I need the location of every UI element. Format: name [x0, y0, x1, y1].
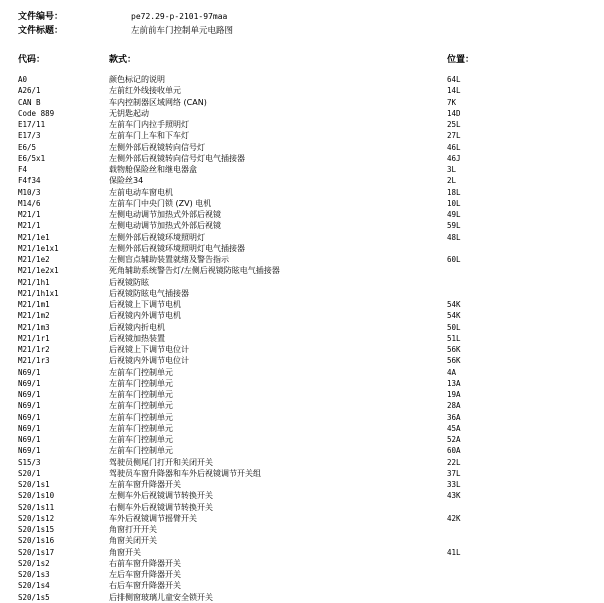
component-code: N69/1	[18, 435, 41, 444]
component-position: 46L	[447, 142, 461, 152]
component-position: 49L	[447, 210, 461, 219]
list-item	[18, 187, 598, 198]
component-position: 54K	[447, 300, 461, 309]
component-description: 后视镜加热装置	[109, 333, 165, 343]
component-code: M21/1h1x1	[18, 288, 59, 298]
component-description: 左侧电动调节加热式外部后视镜	[109, 221, 221, 231]
component-code: M21/1e2	[18, 255, 50, 264]
doc-title-label: 文件标题：	[18, 26, 64, 36]
list-item	[18, 164, 598, 175]
component-position: 10L	[447, 198, 461, 208]
list-item	[18, 333, 598, 344]
component-description: 右后车窗升降器开关	[109, 581, 181, 591]
list-item	[18, 580, 598, 591]
component-position: 42K	[447, 513, 461, 523]
list-item	[18, 299, 598, 310]
component-position: 28A	[447, 401, 461, 411]
component-code: M10/3	[18, 187, 41, 197]
component-code: N69/1	[18, 401, 41, 411]
component-position: 18L	[447, 187, 461, 197]
list-item	[18, 243, 598, 254]
component-code: Code 889	[18, 108, 55, 118]
component-code: A0	[18, 75, 28, 84]
component-code: N69/1	[18, 412, 41, 422]
component-position: 13A	[447, 378, 461, 388]
list-item	[18, 322, 598, 333]
component-position: 41L	[447, 547, 461, 557]
component-code: S20/1	[18, 468, 41, 478]
component-position: 64L	[447, 75, 461, 84]
component-description: 载物舱保险丝和继电器盒	[109, 165, 197, 174]
list-item	[18, 108, 598, 119]
list-item	[18, 254, 598, 265]
list-item	[18, 547, 598, 558]
component-description: 左前车门控制单元	[109, 367, 173, 377]
component-position: 25L	[447, 120, 461, 129]
list-item	[18, 265, 598, 276]
component-description: 左侧电动调节加热式外部后视镜	[109, 210, 221, 219]
component-position: 37L	[447, 468, 461, 478]
component-description: 后视镜内折电机	[109, 322, 165, 332]
list-item	[18, 220, 598, 231]
component-code: S20/1s15	[18, 525, 55, 534]
component-description: 驾驶员侧尾门打开和关闭开关	[109, 457, 213, 467]
component-code: M21/1e1x1	[18, 243, 59, 253]
doc-number-value: pe72.29-p-2101-97maa	[131, 12, 228, 21]
component-code: M21/1m2	[18, 311, 50, 321]
component-description: 左前车门上车和下车灯	[109, 131, 189, 141]
component-description: 角窗打开开关	[109, 525, 157, 534]
list-item	[18, 389, 598, 400]
component-code: E17/3	[18, 131, 41, 141]
component-position: 22L	[447, 457, 461, 467]
component-code: M21/1h1	[18, 277, 50, 287]
list-item	[18, 310, 598, 321]
component-description: 左后车窗升降器开关	[109, 570, 181, 579]
component-description: 右前车窗升降器开关	[109, 558, 181, 568]
component-description: 车外后视镜调节摇臂开关	[109, 513, 197, 523]
component-description: 左前电动车窗电机	[109, 187, 173, 197]
component-code: M14/6	[18, 198, 41, 208]
component-description: 左前车门控制单元	[109, 435, 173, 444]
list-item	[18, 344, 598, 355]
list-item	[18, 558, 598, 569]
list-item	[18, 85, 598, 96]
component-description: 左侧外部后视镜转向信号灯	[109, 142, 205, 152]
component-position: 36A	[447, 412, 461, 422]
component-code: N69/1	[18, 390, 41, 399]
list-item	[18, 175, 598, 186]
list-item	[18, 434, 598, 445]
component-code: M21/1r3	[18, 356, 50, 366]
component-code: M21/1r2	[18, 345, 50, 354]
component-description: 左侧车外后视镜调节转换开关	[109, 491, 213, 501]
component-code: N69/1	[18, 446, 41, 456]
component-position: 4A	[447, 367, 457, 377]
component-position: 51L	[447, 333, 461, 343]
component-position: 14D	[447, 108, 461, 118]
list-item	[18, 569, 598, 580]
component-description: 右侧车外后视镜调节转换开关	[109, 502, 213, 512]
component-description: 左前车门控制单元	[109, 401, 173, 411]
component-code: S20/1s11	[18, 502, 55, 512]
list-item	[18, 378, 598, 389]
component-description: 保险丝34	[109, 176, 144, 186]
component-position: 60A	[447, 446, 461, 456]
component-position: 59L	[447, 221, 461, 231]
column-header-position: 位置：	[447, 55, 475, 65]
list-item	[18, 502, 598, 513]
component-position: 52A	[447, 435, 461, 444]
component-position: 3L	[447, 165, 457, 174]
component-code: E6/5x1	[18, 153, 46, 163]
component-code: N69/1	[18, 367, 41, 377]
component-code: M21/1e1	[18, 232, 50, 242]
component-position: 33L	[447, 480, 461, 489]
component-code: F4f34	[18, 176, 41, 186]
component-code: M21/1	[18, 221, 41, 231]
component-position: 2L	[447, 176, 457, 186]
component-description: 左侧外部后视镜转向信号灯电气插接器	[109, 153, 245, 163]
list-item	[18, 355, 598, 366]
list-item	[18, 209, 598, 220]
list-item	[18, 535, 598, 546]
list-item	[18, 490, 598, 501]
component-code: F4	[18, 165, 28, 174]
component-description: 左前车门控制单元	[109, 446, 173, 456]
component-code: E6/5	[18, 142, 37, 152]
component-description: 左侧外部后视镜环境照明灯	[109, 232, 205, 242]
component-description: 角窗开关	[109, 547, 141, 557]
list-item	[18, 367, 598, 378]
list-item	[18, 479, 598, 490]
component-description: 左前车门控制单元	[109, 378, 173, 388]
list-item	[18, 277, 598, 288]
component-code: S20/1s4	[18, 581, 50, 591]
component-code: S20/1s16	[18, 536, 55, 546]
component-description: 左侧盲点辅助装置就绪及警告指示	[109, 255, 229, 264]
component-code: M21/1r1	[18, 333, 50, 343]
doc-number-label: 文件编号：	[18, 12, 64, 22]
component-code: N69/1	[18, 423, 41, 433]
component-position: 43K	[447, 491, 461, 501]
component-code: S20/1s12	[18, 513, 55, 523]
component-code: S20/1s17	[18, 547, 55, 557]
component-code: S20/1s10	[18, 491, 55, 501]
list-item	[18, 457, 598, 468]
component-code: N69/1	[18, 378, 41, 388]
list-item	[18, 468, 598, 479]
list-item	[18, 153, 598, 164]
column-header-code: 代码：	[18, 55, 46, 65]
list-item	[18, 513, 598, 524]
component-code: CAN B	[18, 97, 41, 107]
component-description: 车内控制器区域网络 (CAN)	[109, 97, 207, 107]
list-item	[18, 74, 598, 85]
component-position: 56K	[447, 356, 461, 366]
component-list	[18, 74, 598, 603]
component-description: 颜色标记的说明	[109, 75, 165, 84]
list-item	[18, 445, 598, 456]
component-position: 45A	[447, 423, 461, 433]
component-description: 驾驶员车窗升降器和车外后视镜调节开关组	[109, 468, 261, 478]
component-code: S20/1s2	[18, 558, 50, 568]
component-description: 后排侧窗玻璃儿童安全锁开关	[109, 592, 213, 602]
component-code: E17/11	[18, 120, 46, 129]
component-description: 后视镜上下调节电位计	[109, 345, 189, 354]
component-code: A26/1	[18, 86, 41, 96]
component-code: M21/1m3	[18, 322, 50, 332]
component-description: 左前车门控制单元	[109, 412, 173, 422]
list-item	[18, 524, 598, 535]
component-description: 角窗关闭开关	[109, 536, 157, 546]
component-description: 后视镜上下调节电机	[109, 300, 181, 309]
list-item	[18, 198, 598, 209]
list-item	[18, 592, 598, 603]
component-description: 后视镜内外调节电位计	[109, 356, 189, 366]
component-description: 左前车门内拉手照明灯	[109, 120, 189, 129]
component-code: M21/1m1	[18, 300, 50, 309]
list-item	[18, 142, 598, 153]
list-item	[18, 119, 598, 130]
component-position: 60L	[447, 255, 461, 264]
component-code: M21/1e2x1	[18, 266, 59, 276]
doc-title-value: 左前前车门控制单元电路图	[131, 26, 234, 36]
component-position: 7K	[447, 97, 457, 107]
component-description: 左前车门控制单元	[109, 423, 173, 433]
component-position: 19A	[447, 390, 461, 399]
component-code: S20/1s3	[18, 570, 50, 579]
component-description: 左侧外部后视镜环境照明灯电气插接器	[109, 243, 245, 253]
component-position: 46J	[447, 153, 461, 163]
component-code: M21/1	[18, 210, 41, 219]
list-item	[18, 423, 598, 434]
component-description: 后视镜防眩电气插接器	[109, 288, 189, 298]
list-item	[18, 412, 598, 423]
component-code: S15/3	[18, 457, 41, 467]
list-item	[18, 130, 598, 141]
component-description: 左前红外线接收单元	[109, 86, 181, 96]
list-item	[18, 232, 598, 243]
component-position: 48L	[447, 232, 461, 242]
column-header-description: 款式：	[109, 55, 137, 65]
component-position: 54K	[447, 311, 461, 321]
component-description: 后视镜防眩	[109, 277, 149, 287]
component-description: 死角辅助系统警告灯/左侧后视镜防眩电气插接器	[109, 266, 280, 276]
component-position: 27L	[447, 131, 461, 141]
component-description: 左前车门控制单元	[109, 390, 173, 399]
component-description: 后视镜内外调节电机	[109, 311, 181, 321]
list-item	[18, 97, 598, 108]
component-description: 左前车窗升降器开关	[109, 480, 181, 489]
column-headers	[18, 53, 598, 67]
component-position: 56K	[447, 345, 461, 354]
list-item	[18, 288, 598, 299]
component-position: 50L	[447, 322, 461, 332]
list-item	[18, 400, 598, 411]
component-position: 14L	[447, 86, 461, 96]
component-description: 左前车门中央门锁 (ZV) 电机	[109, 198, 212, 208]
component-description: 无钥匙起动	[109, 108, 149, 118]
component-code: S20/1s5	[18, 592, 50, 602]
component-code: S20/1s1	[18, 480, 50, 489]
